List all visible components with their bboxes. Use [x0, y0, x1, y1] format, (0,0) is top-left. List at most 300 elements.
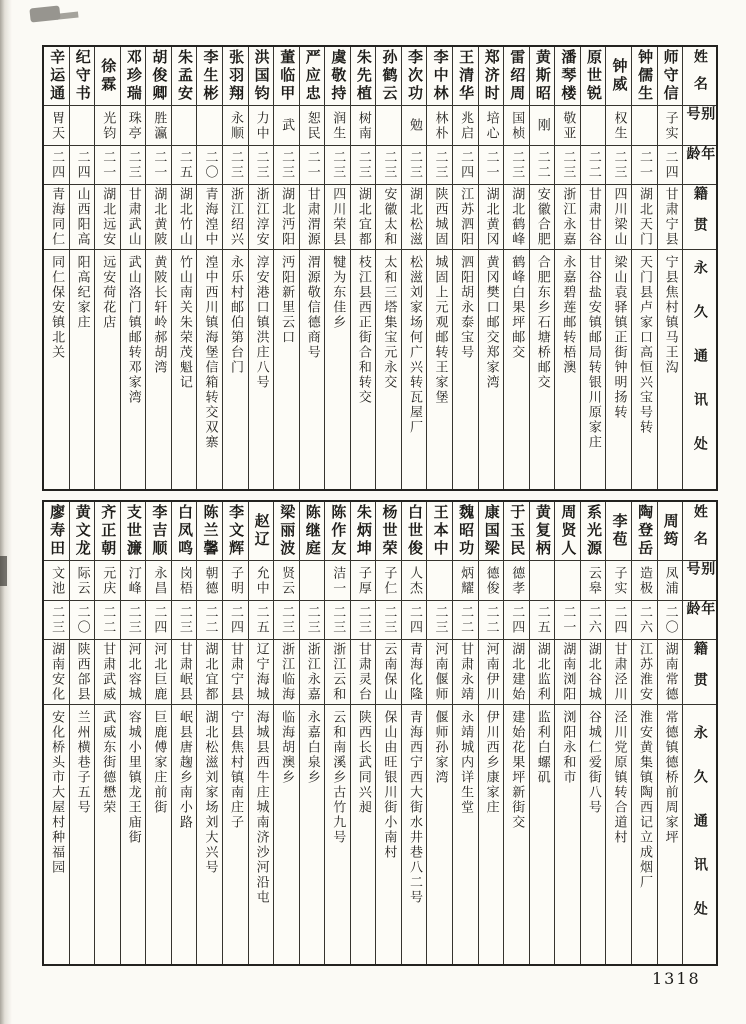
name-cell [197, 47, 222, 105]
alias-cell [172, 105, 197, 145]
entry-age: 二三 [381, 605, 397, 635]
entry-column [375, 502, 401, 964]
age-cell [44, 600, 69, 639]
scan-artifact [29, 5, 60, 22]
entry-alias: 权生 [611, 110, 627, 141]
entry-age: 二三 [509, 150, 525, 180]
scan-gutter-shadow [0, 0, 12, 1024]
native-place-cell [479, 639, 504, 704]
entry-alias: 武 [279, 118, 295, 133]
entry-native-place: 河南偃师 [432, 642, 448, 702]
entry-native-place: 浙江绍兴 [228, 187, 244, 247]
native-place-cell [223, 184, 248, 249]
native-place-cell [427, 184, 452, 249]
entry-age: 二三 [381, 150, 397, 180]
entry-name: 于玉民 [508, 504, 527, 558]
address-cell [376, 249, 401, 489]
address-cell [427, 704, 452, 964]
native-place-cell [44, 639, 69, 704]
alias-cell [427, 560, 452, 600]
native-place-cell [197, 184, 222, 249]
name-cell [658, 47, 683, 105]
address-cell [274, 704, 299, 964]
entry-column [529, 502, 555, 964]
address-cell [376, 704, 401, 964]
entry-alias: 刚 [534, 118, 550, 133]
entry-native-place: 青海湟中 [202, 187, 218, 247]
entry-address: 伊川西乡康家庄 [483, 710, 499, 815]
entry-age: 二三 [560, 150, 576, 180]
entry-alias: 元庆 [100, 565, 116, 596]
age-cell [223, 600, 248, 639]
entry-alias: 文池 [49, 565, 65, 596]
native-place-cell [70, 639, 95, 704]
entry-native-place: 浙江临海 [279, 642, 295, 702]
native-place-cell [172, 639, 197, 704]
alias-cell [504, 105, 529, 145]
entry-column [401, 502, 427, 964]
entry-column [503, 502, 529, 964]
entry-address: 宁县焦村镇马王沟 [662, 255, 678, 375]
age-cell [44, 145, 69, 184]
entry-native-place: 湖北谷城 [585, 642, 601, 702]
entry-native-place: 湖北远安 [100, 187, 116, 247]
entry-name: 周贤人 [559, 504, 578, 558]
address-cell [530, 704, 555, 964]
entry-age: 二五 [534, 605, 550, 635]
name-cell [351, 502, 376, 560]
entry-address: 沔阳新里云口 [279, 255, 295, 345]
entry-native-place: 安徽太和 [381, 187, 397, 247]
entry-name: 廖寿田 [48, 504, 67, 558]
entry-name: 原世锐 [584, 49, 603, 103]
entry-name: 师守信 [661, 49, 680, 103]
address-cell [606, 704, 631, 964]
name-cell [555, 502, 580, 560]
entry-column [426, 47, 452, 489]
age-cell [300, 145, 325, 184]
entry-name: 虞敬持 [329, 49, 348, 103]
address-cell [632, 704, 657, 964]
native-place-cell [197, 639, 222, 704]
entry-native-place: 甘肃灵台 [355, 642, 371, 702]
entry-age: 二四 [151, 605, 167, 635]
entry-name: 李吉顺 [150, 504, 169, 558]
entry-name: 孙鹤云 [380, 49, 399, 103]
address-cell [300, 704, 325, 964]
native-place-cell [351, 639, 376, 704]
age-cell [300, 600, 325, 639]
entry-address: 浏阳永和市 [560, 710, 576, 785]
entry-name: 徐霖 [99, 58, 118, 94]
entry-alias: 造极 [637, 565, 653, 596]
header-cell [683, 47, 716, 105]
entry-alias: 洁一 [330, 565, 346, 596]
alias-cell [351, 105, 376, 145]
entry-alias: 朝德 [202, 565, 218, 596]
entry-native-place: 甘肃武山 [125, 187, 141, 247]
entry-address: 湟中西川镇海堡信箱转交双寨 [202, 255, 218, 450]
entry-name: 支世濂 [124, 504, 143, 558]
entry-address: 安化桥头市大屋村种福园 [49, 710, 65, 875]
entry-address: 远安荷花店 [100, 255, 116, 330]
name-cell [427, 47, 452, 105]
header-age-label: 年龄 [684, 146, 716, 166]
entry-alias: 汀峰 [125, 565, 141, 596]
alias-cell [223, 560, 248, 600]
entry-age: 二四 [509, 605, 525, 635]
native-place-cell [632, 639, 657, 704]
age-cell [95, 145, 120, 184]
entry-address: 犍为东佳乡 [330, 255, 346, 330]
entry-columns [44, 47, 682, 489]
entry-age: 二〇 [662, 605, 678, 635]
alias-cell [44, 105, 69, 145]
native-place-cell [95, 639, 120, 704]
header-age-label: 年龄 [684, 601, 716, 621]
age-cell [504, 600, 529, 639]
entry-alias: 子实 [662, 110, 678, 141]
entry-column [196, 47, 222, 489]
entry-column [120, 502, 146, 964]
entry-name: 黄斯昭 [533, 49, 552, 103]
directory-table-top [42, 45, 718, 491]
name-cell [121, 502, 146, 560]
native-place-cell [530, 184, 555, 249]
entry-age: 二四 [406, 605, 422, 635]
entry-native-place: 甘肃岷县 [176, 642, 192, 702]
alias-cell [530, 105, 555, 145]
alias-cell [223, 105, 248, 145]
entry-alias: 永顺 [228, 110, 244, 141]
entry-name: 王清华 [457, 49, 476, 103]
alias-cell [172, 560, 197, 600]
native-place-cell [223, 639, 248, 704]
entry-native-place: 甘肃宁县 [228, 642, 244, 702]
name-cell [300, 47, 325, 105]
address-cell [121, 249, 146, 489]
name-cell [44, 502, 69, 560]
entry-native-place: 甘肃甘谷 [585, 187, 601, 247]
name-cell [376, 47, 401, 105]
address-cell [249, 249, 274, 489]
age-cell [658, 145, 683, 184]
age-cell [530, 600, 555, 639]
entry-native-place: 四川荣县 [330, 187, 346, 247]
entry-name: 黄复柄 [533, 504, 552, 558]
entry-column [120, 47, 146, 489]
name-cell [632, 47, 657, 105]
header-alias-label: 别号 [684, 106, 716, 126]
age-cell [530, 145, 555, 184]
entry-column [94, 502, 120, 964]
entry-column [94, 47, 120, 489]
entry-name: 李中林 [431, 49, 450, 103]
entry-age: 二三 [125, 150, 141, 180]
entry-address: 泾川党原镇转合道村 [611, 710, 627, 845]
age-cell [95, 600, 120, 639]
entry-column [273, 502, 299, 964]
native-place-cell [274, 639, 299, 704]
native-place-cell [300, 184, 325, 249]
entry-native-place: 甘肃宁县 [662, 187, 678, 247]
alias-cell [197, 105, 222, 145]
entry-alias: 润生 [330, 110, 346, 141]
entry-address: 兰州横巷子五号 [74, 710, 90, 815]
entry-name: 齐正朝 [99, 504, 118, 558]
alias-cell [70, 560, 95, 600]
age-cell [581, 145, 606, 184]
entry-age: 二〇 [202, 150, 218, 180]
entry-address: 临海胡澳乡 [279, 710, 295, 785]
address-cell [606, 249, 631, 489]
native-place-cell [453, 639, 478, 704]
entry-age: 二二 [458, 605, 474, 635]
entry-age: 二〇 [74, 605, 90, 635]
entry-name: 杨世荣 [380, 504, 399, 558]
header-address-label: 永久通讯处 [691, 259, 708, 480]
name-cell [581, 47, 606, 105]
alias-cell [402, 560, 427, 600]
entry-name: 系光源 [584, 504, 603, 558]
entry-name: 白凤鸣 [175, 504, 194, 558]
name-cell [351, 47, 376, 105]
entry-name: 魏昭功 [457, 504, 476, 558]
entry-name: 康国梁 [482, 504, 501, 558]
age-cell [581, 600, 606, 639]
address-cell [300, 249, 325, 489]
entry-name: 白世俊 [406, 504, 425, 558]
native-place-cell [376, 639, 401, 704]
alias-cell [479, 105, 504, 145]
header-native-label: 籍贯 [691, 186, 708, 248]
header-column [682, 502, 716, 964]
name-cell [632, 502, 657, 560]
entry-native-place: 浙江永嘉 [304, 642, 320, 702]
name-cell [530, 47, 555, 105]
entry-column [375, 47, 401, 489]
entry-address: 淮安黄集镇陶西记立成烟厂 [637, 710, 653, 890]
native-place-cell [427, 639, 452, 704]
entry-address: 永嘉白泉乡 [304, 710, 320, 785]
age-cell [351, 600, 376, 639]
entry-column [401, 47, 427, 489]
entry-name: 钟儒生 [636, 49, 655, 103]
address-cell [274, 249, 299, 489]
entry-column [69, 502, 95, 964]
header-address-label: 永久通讯处 [691, 724, 708, 945]
age-cell [658, 600, 683, 639]
entry-name: 邓珍瑞 [124, 49, 143, 103]
entry-column [631, 502, 657, 964]
alias-cell [146, 105, 171, 145]
header-cell [683, 105, 716, 145]
native-place-cell [300, 639, 325, 704]
age-cell [402, 145, 427, 184]
entry-column [145, 502, 171, 964]
address-cell [479, 249, 504, 489]
name-cell [70, 47, 95, 105]
entry-alias: 德孝 [509, 565, 525, 596]
entry-column [657, 47, 683, 489]
entry-column [171, 47, 197, 489]
entry-column [554, 502, 580, 964]
entry-name: 李苞 [610, 513, 629, 549]
age-cell [223, 145, 248, 184]
entry-age: 二三 [330, 605, 346, 635]
entry-column [222, 502, 248, 964]
header-name-label: 姓名 [691, 504, 708, 558]
entry-age: 二二 [483, 605, 499, 635]
entry-age: 二三 [176, 605, 192, 635]
entry-native-place: 青海化隆 [406, 642, 422, 702]
address-cell [402, 704, 427, 964]
address-cell [197, 249, 222, 489]
header-cell [683, 249, 716, 489]
entry-alias: 树南 [355, 110, 371, 141]
alias-cell [249, 560, 274, 600]
alias-cell [658, 560, 683, 600]
entry-address: 黄冈樊口邮交郑家湾 [483, 255, 499, 390]
entry-name: 梁丽波 [278, 504, 297, 558]
entry-age: 二四 [228, 605, 244, 635]
entry-alias: 允中 [253, 565, 269, 596]
entry-native-place: 湖南安化 [49, 642, 65, 702]
name-cell [453, 502, 478, 560]
entry-name: 李生彬 [201, 49, 220, 103]
name-cell [249, 502, 274, 560]
entry-alias: 国桢 [509, 110, 525, 141]
entry-address: 城固上元观邮转王家堡 [432, 255, 448, 405]
entry-alias: 光钧 [100, 110, 116, 141]
entry-alias: 子仁 [381, 565, 397, 596]
entry-native-place: 江苏淮安 [637, 642, 653, 702]
native-place-cell [504, 184, 529, 249]
entry-alias: 勉 [406, 118, 422, 133]
age-cell [172, 600, 197, 639]
alias-cell [555, 105, 580, 145]
address-cell [504, 249, 529, 489]
entry-alias: 凤浦 [662, 565, 678, 596]
address-cell [402, 249, 427, 489]
entry-name: 朱孟安 [175, 49, 194, 103]
name-cell [223, 47, 248, 105]
age-cell [479, 600, 504, 639]
native-place-cell [555, 639, 580, 704]
entry-address: 阳高纪家庄 [74, 255, 90, 330]
age-cell [555, 600, 580, 639]
entry-address: 永靖城内详生堂 [458, 710, 474, 815]
address-cell [658, 704, 683, 964]
name-cell [479, 47, 504, 105]
native-place-cell [70, 184, 95, 249]
entry-address: 永乐村邮伯第台门 [228, 255, 244, 375]
age-cell [606, 600, 631, 639]
entry-alias: 胃天 [49, 110, 65, 141]
entry-address: 松滋刘家场何广兴转瓦屋厂 [406, 255, 422, 435]
entry-column [631, 47, 657, 489]
age-cell [121, 600, 146, 639]
entry-native-place: 甘肃永靖 [458, 642, 474, 702]
entry-column [580, 502, 606, 964]
entry-name: 周筠 [661, 513, 680, 549]
entry-age: 二五 [253, 605, 269, 635]
name-cell [325, 502, 350, 560]
alias-cell [274, 105, 299, 145]
entry-address: 宁县焦村镇南庄子 [228, 710, 244, 830]
entry-age: 二一 [100, 150, 116, 180]
entry-age: 二二 [534, 150, 550, 180]
entry-native-place: 辽宁海城 [253, 642, 269, 702]
entry-column [452, 502, 478, 964]
entry-age: 二一 [151, 150, 167, 180]
address-cell [581, 249, 606, 489]
entry-native-place: 湖北鹤峰 [509, 187, 525, 247]
entry-age: 二三 [125, 605, 141, 635]
entry-address: 枝江县西正街合和转交 [355, 255, 371, 405]
entry-column [478, 47, 504, 489]
entry-native-place: 湖北建始 [509, 642, 525, 702]
name-cell [121, 47, 146, 105]
entry-age: 二五 [176, 150, 192, 180]
entry-address: 合肥东乡石塘桥邮交 [534, 255, 550, 390]
entry-column [299, 47, 325, 489]
address-cell [427, 249, 452, 489]
address-cell [249, 704, 274, 964]
age-cell [121, 145, 146, 184]
entry-age: 二四 [662, 150, 678, 180]
entry-address: 天门县卢家口高恒兴宝号转 [637, 255, 653, 435]
address-cell [351, 704, 376, 964]
entry-address: 巨鹿傅家庄前街 [151, 710, 167, 815]
name-cell [530, 502, 555, 560]
address-cell [555, 704, 580, 964]
entry-alias: 人杰 [406, 565, 422, 596]
header-cell [683, 600, 716, 639]
scan-artifact [0, 556, 7, 586]
entry-age: 二二 [202, 605, 218, 635]
alias-cell [376, 560, 401, 600]
entry-address: 淳安港口镇洪庄八号 [253, 255, 269, 390]
address-cell [581, 704, 606, 964]
entry-column [222, 47, 248, 489]
name-cell [504, 502, 529, 560]
entry-alias: 恕民 [304, 110, 320, 141]
alias-cell [325, 105, 350, 145]
entry-name: 张羽翔 [227, 49, 246, 103]
entry-name: 胡俊卿 [150, 49, 169, 103]
alias-cell [274, 560, 299, 600]
entry-address: 永嘉碧莲邮转梧澳 [560, 255, 576, 375]
entry-native-place: 湖北宜都 [355, 187, 371, 247]
name-cell [300, 502, 325, 560]
entry-column [605, 502, 631, 964]
address-cell [530, 249, 555, 489]
native-place-cell [402, 639, 427, 704]
entry-age: 二三 [49, 605, 65, 635]
entry-name: 王本中 [431, 504, 450, 558]
entry-native-place: 甘肃泾川 [611, 642, 627, 702]
alias-cell [70, 105, 95, 145]
entry-native-place: 浙江永嘉 [560, 187, 576, 247]
entry-native-place: 湖南常德 [662, 642, 678, 702]
entry-address: 黄陂长轩岭郝胡湾 [151, 255, 167, 375]
entry-address: 湖北松滋刘家场刘大兴号 [202, 710, 218, 875]
name-cell [402, 47, 427, 105]
header-cell [683, 145, 716, 184]
age-cell [325, 600, 350, 639]
entry-native-place: 河南伊川 [483, 642, 499, 702]
